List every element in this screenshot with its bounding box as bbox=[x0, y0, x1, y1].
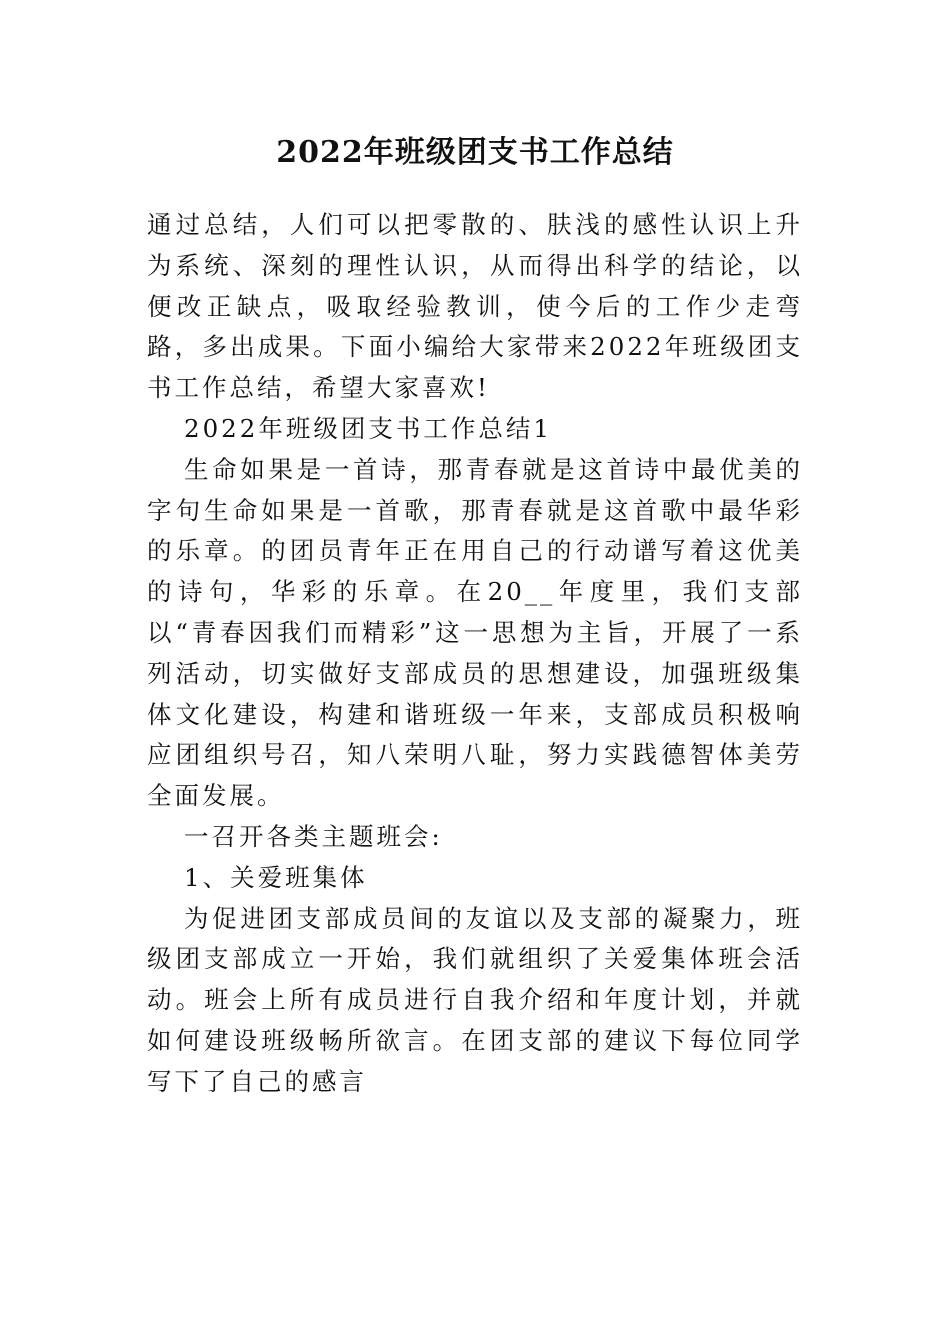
section-heading: 2022年班级团支书工作总结1 bbox=[184, 413, 552, 443]
subsection-heading: 一召开各类主题班会: bbox=[184, 821, 443, 851]
list-item-heading: 1、关爱班集体 bbox=[184, 862, 368, 892]
paragraph-class-meeting: 为促进团支部成员间的友谊以及支部的凝聚力，班级团支部成立一开始，我们就组织了关爱集体班会活动。班会上所有成员进行自我介绍和年度计划，并就如何建设班级畅所欲言。在团支部的建议下每位同学写下了自己的感言 bbox=[147, 903, 803, 1096]
document-title: 2022年班级团支书工作总结 bbox=[276, 135, 674, 170]
paragraph-intro: 通过总结，人们可以把零散的、肤浅的感性认识上升为系统、深刻的理性认识，从而得出科学的结论，以便改正缺点，吸取经验教训，使今后的工作少走弯路，多出成果。下面小编给大家带来2022年班级团支书工作总结，希望大家喜欢! bbox=[147, 210, 803, 403]
paragraph-youth: 生命如果是一首诗，那青春就是这首诗中最优美的字句生命如果是一首歌，那青春就是这首歌中最华彩的乐章。的团员青年正在用自己的行动谱写着这优美的诗句，华彩的乐章。在20__年度里，我们支部以“青春因我们而精彩”这一思想为主旨，开展了一系列活动，切实做好支部成员的思想建设，加强班级集体文化建设，构建和谐班级一年来，支部成员积极响应团组织号召，知八荣明八耻，努力实践德智体美劳全面发展。 bbox=[147, 454, 803, 811]
document-body bbox=[147, 205, 803, 1103]
